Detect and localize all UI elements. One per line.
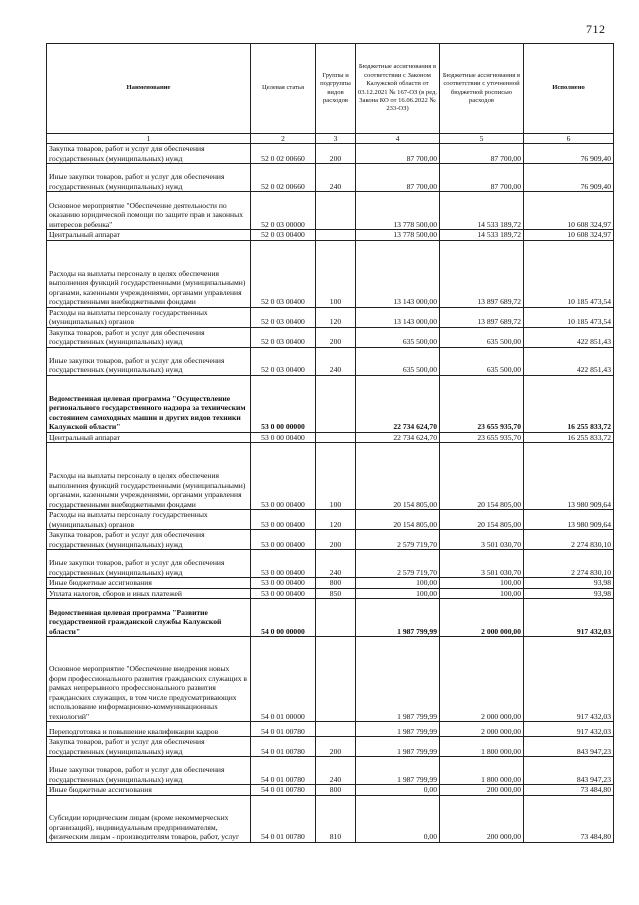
row-executed-amount: 10 185 473,54: [524, 307, 614, 327]
row-name: Иные закупки товаров, работ и услуг для обеспечения государственных (муниципальных) нужд: [47, 164, 251, 192]
row-law-amount: 20 154 805,00: [356, 510, 440, 530]
row-name: Закупка товаров, работ и услуг для обеспечения государственных (муниципальных) нужд: [47, 144, 251, 164]
row-target-code: 54 0 01 00000: [251, 637, 316, 722]
row-refined-amount: 3 501 030,70: [440, 530, 524, 550]
row-name: Иные закупки товаров, работ и услуг для обеспечения государственных (муниципальных) нужд: [47, 550, 251, 578]
row-executed-amount: 76 909,40: [524, 164, 614, 192]
row-refined-amount: 100,00: [440, 578, 524, 589]
row-expense-group: 240: [316, 757, 356, 785]
row-expense-group: 100: [316, 240, 356, 307]
row-refined-amount: 1 800 000,00: [440, 757, 524, 785]
column-number: 6: [524, 134, 614, 144]
table-row: [47, 192, 614, 230]
table-row: [47, 230, 614, 241]
row-law-amount: 1 987 799,99: [356, 637, 440, 722]
row-law-amount: 22 734 624,70: [356, 432, 440, 443]
table-row: [47, 737, 614, 757]
row-target-code: 52 0 03 00400: [251, 230, 316, 241]
row-refined-amount: 200 000,00: [440, 795, 524, 842]
row-executed-amount: 10 608 324,97: [524, 230, 614, 241]
row-law-amount: 0,00: [356, 785, 440, 796]
row-executed-amount: 10 608 324,97: [524, 192, 614, 230]
row-target-code: 53 0 00 00400: [251, 432, 316, 443]
row-name: Переподготовка и повышение квалификации кадров: [47, 722, 251, 737]
row-executed-amount: 73 484,80: [524, 785, 614, 796]
table-row: [47, 599, 614, 637]
row-target-code: 52 0 03 00400: [251, 327, 316, 347]
row-executed-amount: 93,98: [524, 588, 614, 599]
row-expense-group: 200: [316, 530, 356, 550]
row-refined-amount: 20 154 805,00: [440, 510, 524, 530]
row-executed-amount: 2 274 830,10: [524, 550, 614, 578]
row-target-code: 52 0 02 00660: [251, 164, 316, 192]
table-row: [47, 347, 614, 375]
table-row: [47, 757, 614, 785]
table-row: [47, 637, 614, 722]
table-row: [47, 550, 614, 578]
row-expense-group: 120: [316, 307, 356, 327]
column-number: 3: [316, 134, 356, 144]
row-target-code: 54 0 01 00780: [251, 722, 316, 737]
row-executed-amount: 422 851,43: [524, 327, 614, 347]
header-name: Наименование: [47, 44, 251, 134]
row-refined-amount: 23 655 935,70: [440, 432, 524, 443]
row-law-amount: 1 987 799,99: [356, 599, 440, 637]
row-target-code: 52 0 03 00400: [251, 240, 316, 307]
row-law-amount: 22 734 624,70: [356, 375, 440, 432]
row-law-amount: 13 143 000,00: [356, 240, 440, 307]
row-law-amount: 87 700,00: [356, 164, 440, 192]
row-law-amount: 87 700,00: [356, 144, 440, 164]
row-name: Центральный аппарат: [47, 432, 251, 443]
row-executed-amount: 10 185 473,54: [524, 240, 614, 307]
row-name: Субсидии юридическим лицам (кроме некоммерческих организаций), индивидуальным предпринимателям, физическим лицам - производителям товаров, работ, услуг: [47, 795, 251, 842]
row-executed-amount: 16 255 833,72: [524, 375, 614, 432]
row-refined-amount: 635 500,00: [440, 347, 524, 375]
row-target-code: 53 0 00 00400: [251, 550, 316, 578]
row-refined-amount: 87 700,00: [440, 144, 524, 164]
header-group: Группы и подгруппы видов расходов: [316, 44, 356, 134]
row-executed-amount: 422 851,43: [524, 347, 614, 375]
row-expense-group: 800: [316, 578, 356, 589]
row-expense-group: [316, 432, 356, 443]
table-row: [47, 375, 614, 432]
row-target-code: 52 0 03 00400: [251, 307, 316, 327]
row-name: Иные бюджетные ассигнования: [47, 785, 251, 796]
column-number: 1: [47, 134, 251, 144]
row-refined-amount: 14 533 189,72: [440, 230, 524, 241]
row-target-code: 54 0 01 00780: [251, 757, 316, 785]
row-target-code: 53 0 00 00400: [251, 510, 316, 530]
row-expense-group: 240: [316, 550, 356, 578]
table-row: [47, 144, 614, 164]
row-executed-amount: 13 980 909,64: [524, 443, 614, 510]
row-expense-group: 240: [316, 347, 356, 375]
row-executed-amount: 76 909,40: [524, 144, 614, 164]
row-law-amount: 635 500,00: [356, 327, 440, 347]
row-expense-group: 200: [316, 327, 356, 347]
row-expense-group: [316, 637, 356, 722]
column-number: 5: [440, 134, 524, 144]
table-row: [47, 443, 614, 510]
row-refined-amount: 13 897 689,72: [440, 307, 524, 327]
table-row: [47, 164, 614, 192]
row-expense-group: [316, 375, 356, 432]
row-target-code: 54 0 00 00000: [251, 599, 316, 637]
row-target-code: 54 0 01 00780: [251, 785, 316, 796]
row-executed-amount: 843 947,23: [524, 737, 614, 757]
row-refined-amount: 23 655 935,70: [440, 375, 524, 432]
row-name: Центральный аппарат: [47, 230, 251, 241]
row-target-code: 53 0 00 00400: [251, 588, 316, 599]
row-law-amount: 1 987 799,99: [356, 737, 440, 757]
table-row: [47, 722, 614, 737]
row-expense-group: 800: [316, 785, 356, 796]
row-target-code: 52 0 02 00660: [251, 144, 316, 164]
row-target-code: 53 0 00 00400: [251, 578, 316, 589]
row-executed-amount: 917 432,03: [524, 599, 614, 637]
column-number: 4: [356, 134, 440, 144]
row-refined-amount: 87 700,00: [440, 164, 524, 192]
row-refined-amount: 1 800 000,00: [440, 737, 524, 757]
row-executed-amount: 917 432,03: [524, 637, 614, 722]
row-name: Закупка товаров, работ и услуг для обеспечения государственных (муниципальных) нужд: [47, 737, 251, 757]
row-expense-group: [316, 722, 356, 737]
row-name: Уплата налогов, сборов и иных платежей: [47, 588, 251, 599]
table-row: [47, 327, 614, 347]
row-name: Иные закупки товаров, работ и услуг для обеспечения государственных (муниципальных) нужд: [47, 347, 251, 375]
row-law-amount: 100,00: [356, 588, 440, 599]
row-executed-amount: 843 947,23: [524, 757, 614, 785]
row-refined-amount: 3 501 030,70: [440, 550, 524, 578]
table-row: [47, 510, 614, 530]
row-law-amount: 2 579 719,70: [356, 530, 440, 550]
budget-table: [46, 43, 614, 843]
row-refined-amount: 2 000 000,00: [440, 599, 524, 637]
row-expense-group: [316, 599, 356, 637]
row-executed-amount: 73 484,80: [524, 795, 614, 842]
row-target-code: 54 0 01 00780: [251, 737, 316, 757]
table-row: [47, 588, 614, 599]
table-row: [47, 307, 614, 327]
row-name: Основное мероприятие "Обеспечение внедрения новых форм профессионального развития гражданских служащих в рамках непрерывного профессионального развития гражданских служащих, в том числе предусматривающих использование информационно-коммуникационных технологий": [47, 637, 251, 722]
header-refined: Бюджетные ассигнования в соответствии с уточненной бюджетной росписью расходов: [440, 44, 524, 134]
row-name: Закупка товаров, работ и услуг для обеспечения государственных (муниципальных) нужд: [47, 327, 251, 347]
row-law-amount: 13 778 500,00: [356, 192, 440, 230]
row-name: Расходы на выплаты персоналу государственных (муниципальных) органов: [47, 510, 251, 530]
header-law: Бюджетные ассигнования в соответствии с Законом Калужской области от 03.12.2021 № 167-ОЗ (в ред. Закона КО от 16.06.2022 № 233-ОЗ): [356, 44, 440, 134]
row-expense-group: 200: [316, 737, 356, 757]
table-row: [47, 240, 614, 307]
header-executed: Исполнено: [524, 44, 614, 134]
row-refined-amount: 635 500,00: [440, 327, 524, 347]
header-code: Целевая статья: [251, 44, 316, 134]
table-body: [47, 144, 614, 843]
row-refined-amount: 200 000,00: [440, 785, 524, 796]
row-expense-group: 120: [316, 510, 356, 530]
row-target-code: 53 0 00 00400: [251, 530, 316, 550]
row-expense-group: 100: [316, 443, 356, 510]
row-target-code: 53 0 00 00000: [251, 375, 316, 432]
column-number: 2: [251, 134, 316, 144]
row-expense-group: 810: [316, 795, 356, 842]
row-name: Иные закупки товаров, работ и услуг для обеспечения государственных (муниципальных) нужд: [47, 757, 251, 785]
row-expense-group: 200: [316, 144, 356, 164]
row-target-code: 53 0 00 00400: [251, 443, 316, 510]
row-name: Расходы на выплаты персоналу в целях обеспечения выполнения функций государственными (муниципальными) органами, казенными учреждениями, органами управления государственными внебюджетными фондами: [47, 240, 251, 307]
row-executed-amount: 16 255 833,72: [524, 432, 614, 443]
row-law-amount: 100,00: [356, 578, 440, 589]
row-refined-amount: 2 000 000,00: [440, 637, 524, 722]
row-executed-amount: 13 980 909,64: [524, 510, 614, 530]
row-name: Ведомственная целевая программа "Развитие государственной гражданской службы Калужской области": [47, 599, 251, 637]
row-target-code: 52 0 03 00400: [251, 347, 316, 375]
table-row: [47, 530, 614, 550]
row-name: Расходы на выплаты персоналу государственных (муниципальных) органов: [47, 307, 251, 327]
table-row: [47, 795, 614, 842]
row-name: Закупка товаров, работ и услуг для обеспечения государственных (муниципальных) нужд: [47, 530, 251, 550]
row-name: Расходы на выплаты персоналу в целях обеспечения выполнения функций государственными (муниципальными) органами, казенными учреждениями, органами управления государственными внебюджетными фондами: [47, 443, 251, 510]
row-target-code: 52 0 03 00000: [251, 192, 316, 230]
row-law-amount: 1 987 799,99: [356, 757, 440, 785]
row-refined-amount: 14 533 189,72: [440, 192, 524, 230]
table-row: [47, 578, 614, 589]
row-executed-amount: 2 274 830,10: [524, 530, 614, 550]
row-refined-amount: 2 000 000,00: [440, 722, 524, 737]
column-number-row: [47, 134, 614, 144]
row-law-amount: 1 987 799,99: [356, 722, 440, 737]
table-row: [47, 432, 614, 443]
row-expense-group: [316, 192, 356, 230]
header-row: [47, 44, 614, 134]
row-executed-amount: 93,98: [524, 578, 614, 589]
page-number: 712: [586, 22, 606, 36]
row-law-amount: 2 579 719,70: [356, 550, 440, 578]
table-row: [47, 785, 614, 796]
row-expense-group: [316, 230, 356, 241]
row-expense-group: 850: [316, 588, 356, 599]
row-name: Ведомственная целевая программа "Осуществление регионального государственного надзора за техническим состоянием самоходных машин и других видов техники Калужской области": [47, 375, 251, 432]
row-refined-amount: 100,00: [440, 588, 524, 599]
row-law-amount: 13 143 000,00: [356, 307, 440, 327]
row-law-amount: 635 500,00: [356, 347, 440, 375]
row-law-amount: 0,00: [356, 795, 440, 842]
row-refined-amount: 20 154 805,00: [440, 443, 524, 510]
row-expense-group: 240: [316, 164, 356, 192]
row-refined-amount: 13 897 689,72: [440, 240, 524, 307]
row-law-amount: 20 154 805,00: [356, 443, 440, 510]
row-executed-amount: 917 432,03: [524, 722, 614, 737]
row-law-amount: 13 778 500,00: [356, 230, 440, 241]
row-name: Иные бюджетные ассигнования: [47, 578, 251, 589]
row-target-code: 54 0 01 00780: [251, 795, 316, 842]
row-name: Основное мероприятие "Обеспечение деятельности по оказанию юридической помощи по защите прав и законных интересов ребенка": [47, 192, 251, 230]
